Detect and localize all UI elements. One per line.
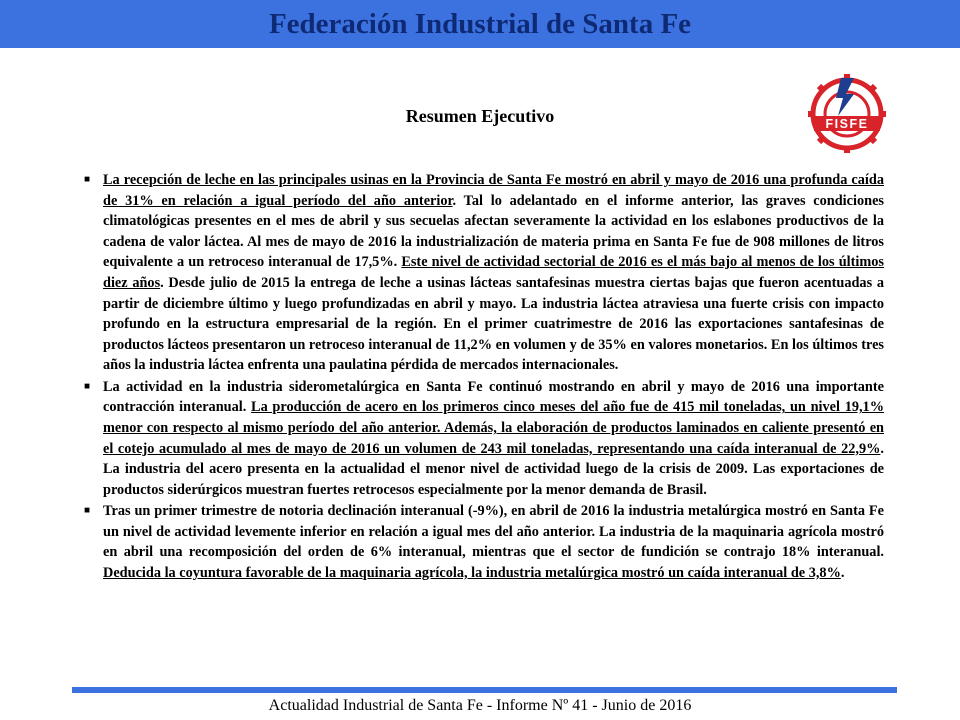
bullet-square-icon: ■ xyxy=(84,505,91,517)
bullet-text: Tras un primer trimestre de notoria declinación interanual (-9%), en abril de 2016 la industria metalúrgica mostró en Santa Fe un nivel de actividad levemente inferior en relación a igual mes del año anterior. La industria de la maquinaria agrícola mostró en abril una recomposición del orden de 6% interanual, mientras que el sector de fundición se contrajo 18% interanual. Deducida la coyuntura favorable de la maquinaria agrícola, la industria metalúrgica mostró un caída interanual de 3,8%. xyxy=(103,503,884,581)
bullet-item xyxy=(84,377,884,501)
footer-caption: Actualidad Industrial de Santa Fe - Informe Nº 41 - Junio de 2016 xyxy=(268,697,692,714)
footer-divider xyxy=(72,687,897,693)
bullet-text: La recepción de leche en las principales usinas en la Provincia de Santa Fe mostró en abril y mayo de 2016 una profunda caída de 31% en relación a igual período del año anterior. Tal lo adelantado en el informe anterior, las graves condiciones climatológicas presentes en el mes de abril y sus secuelas afectan severamente la actividad en los eslabones productivos de la cadena de valor láctea. Al mes de mayo de 2016 la industrialización de materia prima en Santa Fe fue de 908 millones de litros equivalente a un retroceso interanual de 17,5%. Este nivel de actividad sectorial de 2016 es el más bajo al menos de los últimos diez años. Desde julio de 2015 la entrega de leche a usinas lácteas santafesinas muestra ciertas bajas que fueron acentuadas a partir de diciembre último y luego profundizadas en abril y mayo. La industria láctea atraviesa una fuerte crisis con impacto profundo en la estructura empresarial de la región. En el primer cuatrimestre de 2016 las exportaciones santafesinas de productos lácteos presentaron un retroceso interanual de 11,2% en volumen y de 35% en valores monetarios. En los últimos tres años la industria láctea enfrenta una paulatina pérdida de mercados internacionales. xyxy=(103,172,885,374)
bullet-square-icon: ■ xyxy=(84,174,91,185)
bullet-square-icon: ■ xyxy=(84,380,91,392)
section-title: Resumen Ejecutivo xyxy=(405,106,555,126)
bullet-text: La actividad en la industria siderometalúrgica en Santa Fe continuó mostrando en abril y mayo de 2016 una importante contracción interanual. La producción de acero en los primeros cinco meses del año fue de 415 mil toneladas, un nivel 19,1% menor con respecto al mismo período del año anterior. Además, la elaboración de productos laminados en caliente presentó en el cotejo acumulado al mes de mayo de 2016 un volumen de 243 mil toneladas, representando una caída interanual de 22,9%. La industria del acero presenta en la actualidad el menor nivel de actividad luego de la crisis de 2009. Las exportaciones de productos siderúrgicos muestran fuertes retrocesos especialmente por la menor demanda de Brasil. xyxy=(103,378,885,498)
bullet-item xyxy=(84,170,884,376)
bullet-item xyxy=(84,501,884,583)
fisfe-logo xyxy=(808,72,886,154)
gear-icon xyxy=(808,74,886,153)
logo-text: FISFE xyxy=(825,117,869,131)
summary-body xyxy=(84,170,884,584)
page-title: Federación Industrial de Santa Fe xyxy=(268,8,692,40)
